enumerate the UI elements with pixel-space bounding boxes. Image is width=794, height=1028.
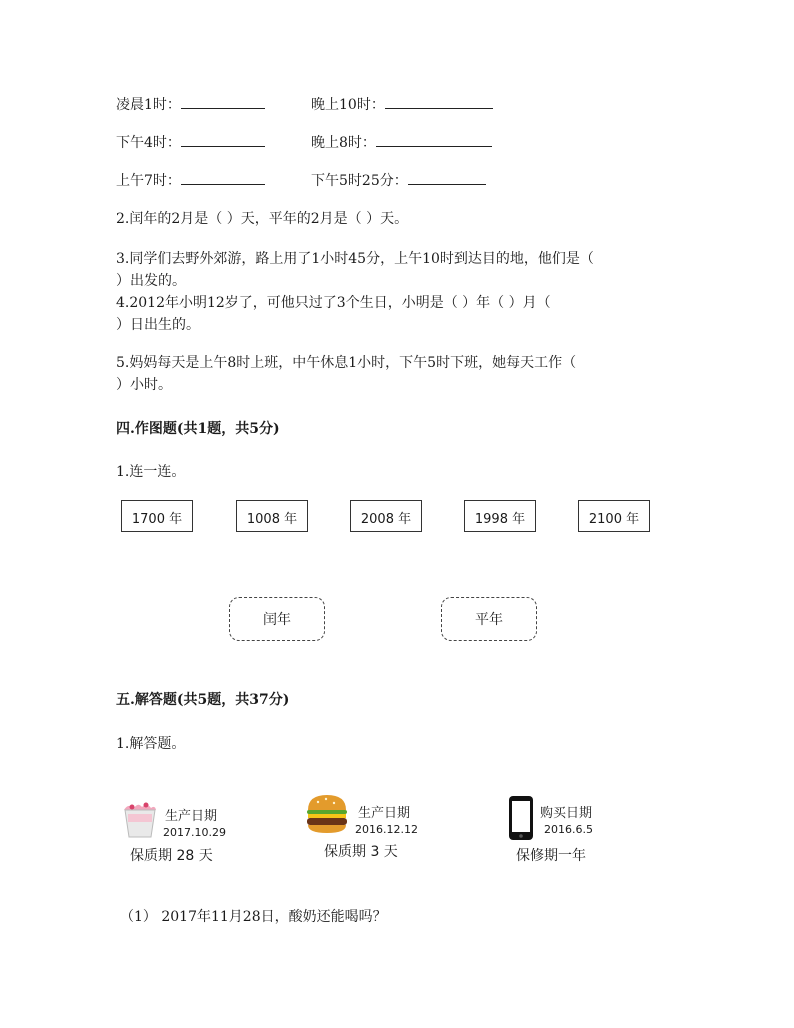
time-label: 下午5时25分： [311, 173, 408, 189]
time-row-1-right [311, 94, 493, 114]
year-box-1998[interactable] [464, 500, 536, 532]
answer-blank[interactable] [385, 94, 493, 109]
phone-icon [508, 795, 534, 841]
item-date: 2016.6.5 [544, 823, 593, 836]
section-4-question-1: 1.连一连。 [116, 464, 186, 480]
item-label: 生产日期 [358, 806, 411, 821]
question-4-line-2: ）日出生的。 [116, 317, 200, 333]
answer-blank[interactable] [376, 132, 492, 147]
year-label: 2008 年 [360, 512, 412, 527]
section-5-question-1: 1.解答题。 [116, 736, 186, 752]
answer-blank[interactable] [408, 170, 486, 185]
answer-blank[interactable] [181, 132, 265, 147]
item-date: 2017.10.29 [163, 826, 226, 839]
year-box-2100[interactable] [578, 500, 650, 532]
answer-blank[interactable] [181, 94, 265, 109]
common-year-box[interactable] [441, 597, 537, 641]
section-4-title: 四.作图题(共1题，共5分) [116, 421, 280, 437]
answer-blank[interactable] [181, 170, 265, 185]
item-caption: 保质期 28 天 [130, 848, 213, 864]
time-label: 晚上10时： [311, 97, 385, 113]
time-row-3-right [311, 170, 486, 190]
question-3-line-1: 3.同学们去野外郊游，路上用了1小时45分，上午10时到达目的地，他们是（ [116, 251, 594, 267]
yogurt-icon [120, 800, 160, 840]
time-label: 上午7时： [116, 173, 181, 189]
item-label: 生产日期 [165, 809, 218, 824]
question-2: 2.闰年的2月是（ ）天，平年的2月是（ ）天。 [116, 211, 409, 227]
burger-icon [304, 793, 350, 835]
time-row-2 [116, 132, 265, 152]
question-5-line-2: ）小时。 [116, 377, 172, 393]
year-label: 1998 年 [474, 512, 526, 527]
sub-question-1: （1） 2017年11月28日，酸奶还能喝吗？ [120, 909, 387, 925]
question-5-line-1: 5.妈妈每天是上午8时上班，中午休息1小时，下午5时下班，她每天工作（ [116, 355, 577, 371]
year-box-2008[interactable] [350, 500, 422, 532]
time-label: 晚上8时： [311, 135, 376, 151]
time-row-1 [116, 94, 265, 114]
question-4-line-1: 4.2012年小明12岁了，可他只过了3个生日，小明是（ ）年（ ）月（ [116, 295, 551, 311]
time-label: 下午4时： [116, 135, 181, 151]
year-label: 1008 年 [246, 512, 298, 527]
item-caption: 保质期 3 天 [324, 844, 398, 860]
item-label: 购买日期 [540, 806, 593, 821]
question-3-line-2: ）出发的。 [116, 273, 186, 289]
item-date: 2016.12.12 [355, 823, 418, 836]
year-label: 2100 年 [588, 512, 640, 527]
year-label: 1700 年 [131, 512, 183, 527]
year-box-1700[interactable] [121, 500, 193, 532]
time-row-3 [116, 170, 265, 190]
year-box-1008[interactable] [236, 500, 308, 532]
leap-year-box[interactable] [229, 597, 325, 641]
target-label: 闰年 [263, 612, 291, 628]
time-row-2-right [311, 132, 492, 152]
time-label: 凌晨1时： [116, 97, 181, 113]
target-label: 平年 [475, 612, 503, 628]
section-5-title: 五.解答题(共5题，共37分) [116, 692, 290, 708]
item-caption: 保修期一年 [516, 848, 586, 864]
